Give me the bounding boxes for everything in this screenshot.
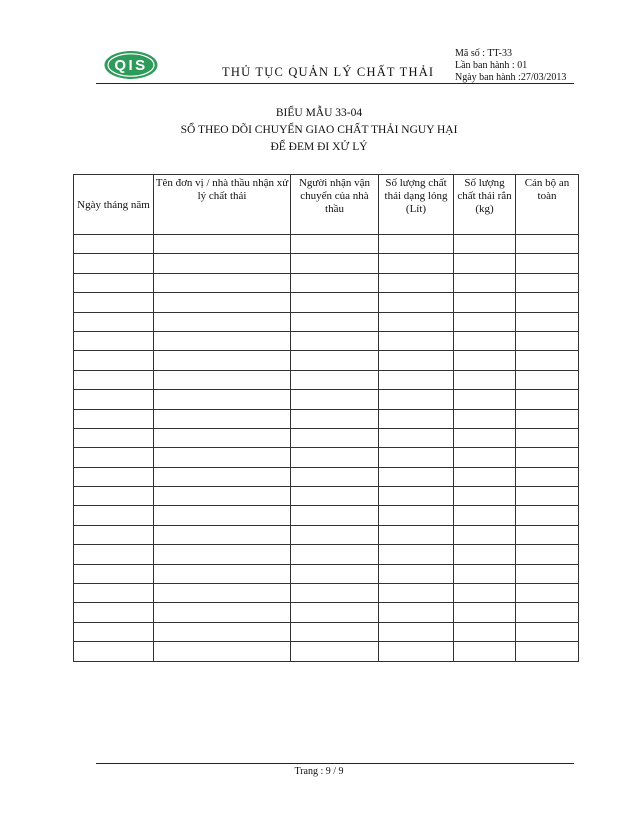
table-cell — [454, 293, 516, 312]
table-cell — [291, 467, 379, 486]
table-cell — [154, 428, 291, 447]
table-cell — [379, 235, 454, 254]
table-cell — [516, 642, 579, 661]
table-cell — [154, 506, 291, 525]
table-cell — [379, 603, 454, 622]
table-cell — [154, 312, 291, 331]
table-cell — [74, 545, 154, 564]
col-header-receiver: Người nhận vận chuyển của nhà thầu — [291, 175, 379, 235]
table-cell — [291, 448, 379, 467]
qis-logo-graphic — [104, 50, 158, 80]
table-cell — [154, 293, 291, 312]
table-cell — [154, 235, 291, 254]
logo-text: QIS — [114, 57, 148, 74]
table-cell — [379, 331, 454, 350]
table-row — [74, 409, 579, 428]
table-cell — [454, 312, 516, 331]
table-row — [74, 235, 579, 254]
table-cell — [74, 564, 154, 583]
table-cell — [154, 487, 291, 506]
table-cell — [154, 642, 291, 661]
header-divider — [96, 83, 574, 84]
table-cell — [516, 545, 579, 564]
table-cell — [516, 525, 579, 544]
table-cell — [516, 390, 579, 409]
table-cell — [154, 467, 291, 486]
table-cell — [379, 273, 454, 292]
table-cell — [154, 273, 291, 292]
table-cell — [379, 564, 454, 583]
table-cell — [379, 642, 454, 661]
table-row — [74, 370, 579, 389]
table-cell — [454, 390, 516, 409]
table-cell — [291, 584, 379, 603]
table-cell — [379, 370, 454, 389]
table-cell — [379, 506, 454, 525]
table-cell — [516, 370, 579, 389]
table-cell — [154, 545, 291, 564]
table-cell — [454, 545, 516, 564]
table-cell — [74, 351, 154, 370]
qis-logo — [104, 50, 158, 80]
table-row — [74, 525, 579, 544]
table-cell — [454, 603, 516, 622]
table-cell — [516, 622, 579, 641]
table-cell — [454, 564, 516, 583]
table-row — [74, 448, 579, 467]
table-cell — [291, 254, 379, 273]
table-cell — [454, 642, 516, 661]
table-cell — [454, 235, 516, 254]
table-cell — [74, 254, 154, 273]
table-cell — [379, 467, 454, 486]
table-cell — [379, 448, 454, 467]
document-code: Mã số : TT-33 — [455, 48, 512, 59]
footer-divider — [96, 763, 574, 764]
table-cell — [379, 293, 454, 312]
table-cell — [291, 331, 379, 350]
table-cell — [74, 603, 154, 622]
table-body — [74, 235, 579, 662]
table-row — [74, 564, 579, 583]
table-cell — [154, 331, 291, 350]
issue-number: Lần ban hành : 01 — [455, 60, 528, 71]
table-cell — [454, 254, 516, 273]
table-cell — [454, 525, 516, 544]
table-cell — [454, 428, 516, 447]
col-header-date: Ngày tháng năm — [74, 175, 154, 235]
table-row — [74, 506, 579, 525]
table-row — [74, 293, 579, 312]
table-cell — [74, 312, 154, 331]
table-cell — [379, 487, 454, 506]
table-cell — [379, 312, 454, 331]
table-cell — [74, 642, 154, 661]
table-row — [74, 331, 579, 350]
table-cell — [154, 409, 291, 428]
table-cell — [154, 564, 291, 583]
table-cell — [291, 564, 379, 583]
table-cell — [154, 390, 291, 409]
table-cell — [516, 506, 579, 525]
document-meta — [455, 48, 566, 84]
table-cell — [379, 622, 454, 641]
table-cell — [291, 642, 379, 661]
table-row — [74, 254, 579, 273]
hazardous-waste-log-table — [73, 174, 579, 662]
table-header-row — [74, 175, 579, 235]
table-cell — [516, 351, 579, 370]
table-cell — [291, 525, 379, 544]
table-cell — [74, 390, 154, 409]
col-header-liquid-waste: Số lượng chất thải dạng lỏng (Lít) — [379, 175, 454, 235]
table-row — [74, 273, 579, 292]
table-cell — [291, 293, 379, 312]
col-header-safety-officer: Cán bộ an toàn — [516, 175, 579, 235]
table-cell — [291, 545, 379, 564]
table-cell — [154, 448, 291, 467]
issue-date: Ngày ban hành :27/03/2013 — [455, 72, 567, 83]
table-cell — [379, 428, 454, 447]
page-number: Trang : 9 / 9 — [294, 766, 344, 777]
table-cell — [74, 428, 154, 447]
table-cell — [74, 331, 154, 350]
table-cell — [516, 428, 579, 447]
table-cell — [454, 584, 516, 603]
table-cell — [454, 409, 516, 428]
table-cell — [454, 331, 516, 350]
table-cell — [516, 448, 579, 467]
table-row — [74, 487, 579, 506]
table-cell — [516, 235, 579, 254]
table-cell — [379, 390, 454, 409]
table-cell — [516, 584, 579, 603]
table-cell — [454, 467, 516, 486]
col-header-contractor: Tên đơn vị / nhà thầu nhận xử lý chất thải — [154, 175, 291, 235]
table-cell — [154, 254, 291, 273]
form-subtitle: ĐỂ ĐEM ĐI XỬ LÝ — [270, 141, 368, 153]
table-cell — [74, 409, 154, 428]
table-cell — [291, 235, 379, 254]
table-cell — [454, 273, 516, 292]
table-cell — [516, 273, 579, 292]
table-cell — [291, 506, 379, 525]
table-row — [74, 390, 579, 409]
table-cell — [74, 370, 154, 389]
table-cell — [74, 293, 154, 312]
table-cell — [74, 235, 154, 254]
table-cell — [379, 584, 454, 603]
table-cell — [516, 467, 579, 486]
table-cell — [74, 467, 154, 486]
table-cell — [454, 622, 516, 641]
table-row — [74, 642, 579, 661]
table-cell — [291, 603, 379, 622]
table-row — [74, 603, 579, 622]
table-row — [74, 467, 579, 486]
table-cell — [516, 312, 579, 331]
table-cell — [291, 428, 379, 447]
table-cell — [379, 545, 454, 564]
table-cell — [379, 525, 454, 544]
table-row — [74, 351, 579, 370]
table-cell — [291, 390, 379, 409]
form-code: BIỂU MẪU 33-04 — [275, 107, 363, 119]
table-row — [74, 622, 579, 641]
col-header-solid-waste: Số lượng chất thải rắn (kg) — [454, 175, 516, 235]
table-cell — [74, 487, 154, 506]
table-cell — [74, 448, 154, 467]
table-cell — [516, 331, 579, 350]
table-cell — [379, 409, 454, 428]
table-cell — [74, 525, 154, 544]
table-cell — [74, 584, 154, 603]
table-cell — [454, 370, 516, 389]
table-cell — [74, 622, 154, 641]
table-cell — [454, 448, 516, 467]
table-cell — [154, 351, 291, 370]
table-cell — [291, 622, 379, 641]
table-row — [74, 584, 579, 603]
table-cell — [379, 254, 454, 273]
table-cell — [454, 506, 516, 525]
table-cell — [516, 409, 579, 428]
form-title: SỔ THEO DÕI CHUYỂN GIAO CHẤT THẢI NGUY HẠI — [180, 124, 458, 136]
procedure-title: THỦ TỤC QUẢN LÝ CHẤT THẢI — [222, 65, 435, 79]
table-cell — [379, 351, 454, 370]
table-cell — [291, 273, 379, 292]
table-cell — [291, 351, 379, 370]
table-row — [74, 545, 579, 564]
table-cell — [154, 622, 291, 641]
table-cell — [454, 487, 516, 506]
table-cell — [516, 564, 579, 583]
table-cell — [516, 603, 579, 622]
table-cell — [154, 370, 291, 389]
form-title-block — [0, 105, 638, 156]
table-cell — [291, 312, 379, 331]
table-cell — [291, 487, 379, 506]
table-row — [74, 428, 579, 447]
table-cell — [516, 293, 579, 312]
table-cell — [454, 351, 516, 370]
table-row — [74, 312, 579, 331]
table-cell — [516, 487, 579, 506]
table-cell — [154, 525, 291, 544]
table-cell — [291, 409, 379, 428]
table-cell — [516, 254, 579, 273]
table-cell — [154, 584, 291, 603]
table-cell — [291, 370, 379, 389]
table-cell — [154, 603, 291, 622]
table-cell — [74, 506, 154, 525]
table-cell — [74, 273, 154, 292]
